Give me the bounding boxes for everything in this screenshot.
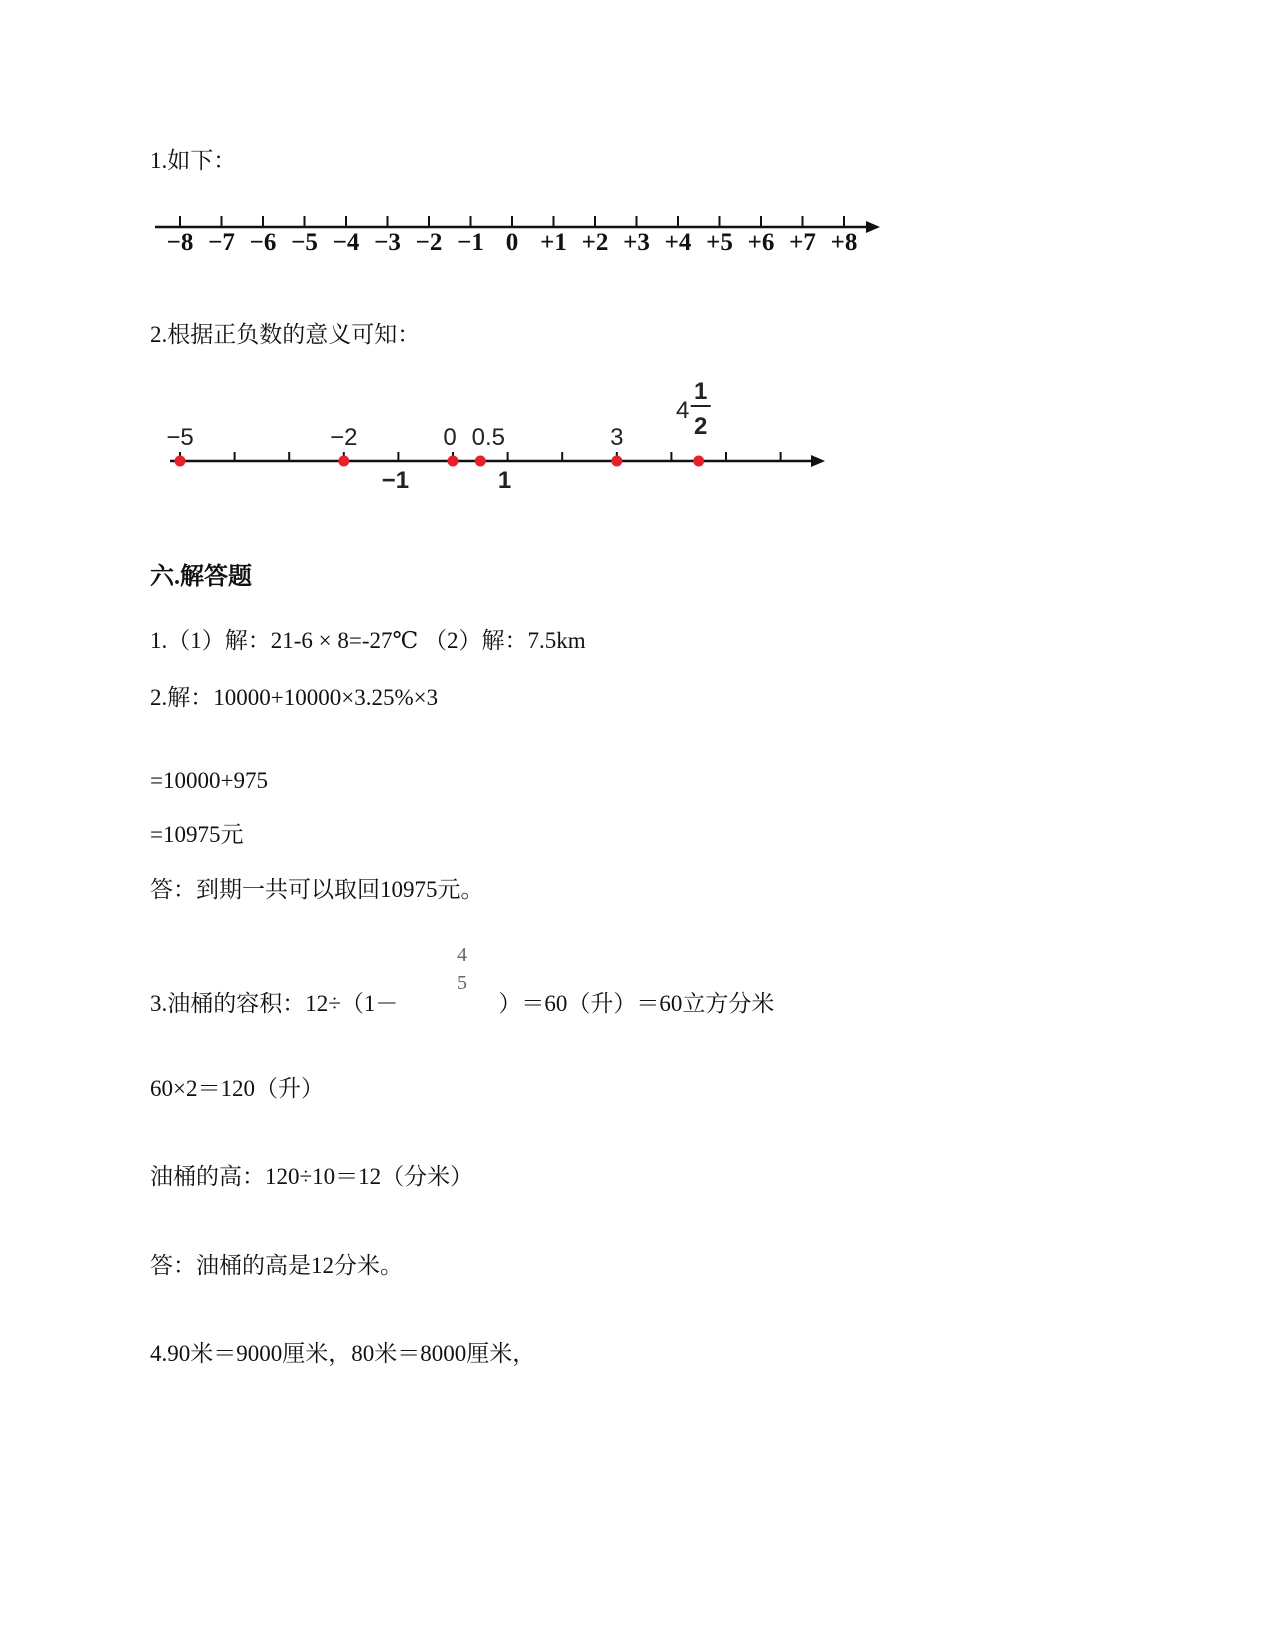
q1-label: 1.如下： (150, 148, 237, 173)
point-marker (693, 456, 704, 467)
tick-label: +4 (664, 229, 692, 256)
answer-2-line-3: =10975元 (150, 822, 244, 847)
tick-label: 0 (505, 229, 519, 256)
answer-3-frac-den: 5 (457, 972, 467, 994)
answer-2-line-1: 2.解：10000+10000×3.25%×3 (150, 685, 439, 710)
tick-label: +5 (706, 229, 733, 256)
answer-3-line-4: 答：油桶的高是12分米。 (150, 1253, 403, 1278)
answer-3-frac-num: 4 (457, 944, 467, 966)
answer-4-line-1: 4.90米＝9000厘米，80米＝8000厘米， (150, 1341, 536, 1366)
tick-label: +7 (789, 229, 816, 256)
tick-label: −2 (415, 229, 443, 256)
point-label: 3 (610, 424, 624, 451)
point-marker (611, 456, 622, 467)
tick-label: −1 (457, 229, 484, 256)
tick-label: +1 (540, 229, 567, 256)
tick-label: −4 (332, 229, 360, 256)
point-marker (475, 456, 486, 467)
section-6-title: 六.解答题 (150, 564, 252, 590)
point-marker (175, 456, 186, 467)
point-marker (448, 456, 459, 467)
point-label: 4 (676, 397, 690, 424)
answer-3-line-3: 油桶的高：120÷10＝12（分米） (150, 1164, 474, 1189)
point-label: −5 (166, 424, 194, 451)
tick-label: +3 (623, 229, 650, 256)
point-label: 0 (443, 424, 457, 451)
answer-3-line-2: 60×2＝120（升） (150, 1076, 324, 1101)
point-label: 0.5 (471, 424, 505, 451)
answer-2-line-2: =10000+975 (150, 768, 268, 793)
tick-label: +2 (581, 229, 609, 256)
point-frac-num: 1 (694, 378, 708, 405)
tick-label: −7 (208, 229, 235, 256)
tick-label: −5 (291, 229, 318, 256)
answer-3-post: ）＝60（升）＝60立方分米 (498, 991, 775, 1016)
below-label: −1 (381, 467, 410, 494)
answer-3-pre: 3.油桶的容积：12÷（1－ (150, 991, 399, 1016)
point-frac-den: 2 (694, 413, 708, 440)
q2-label: 2.根据正负数的意义可知： (150, 322, 421, 347)
point-label: −2 (330, 424, 358, 451)
tick-label: −6 (249, 229, 277, 256)
answer-2-line-4: 答：到期一共可以取回10975元。 (150, 877, 484, 902)
answer-1: 1.（1）解：21-6 × 8=-27℃ （2）解：7.5km (150, 628, 586, 653)
tick-label: −8 (166, 229, 194, 256)
tick-label: +8 (830, 229, 858, 256)
tick-label: −3 (374, 229, 401, 256)
below-label: 1 (497, 467, 512, 494)
tick-label: +6 (747, 229, 775, 256)
point-marker (338, 456, 349, 467)
